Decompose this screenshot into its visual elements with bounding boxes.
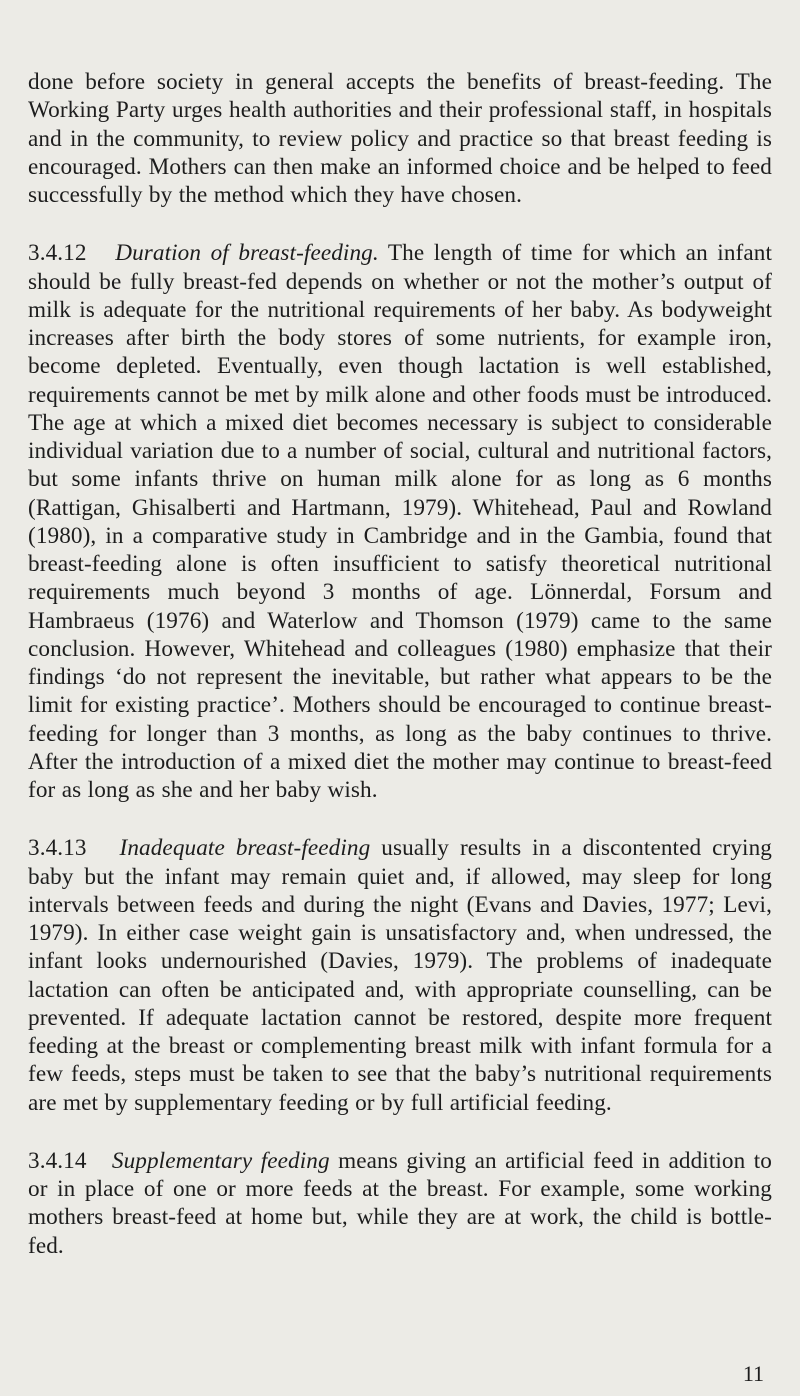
paragraph-continuation (28, 68, 772, 209)
section-number: 3.4.12 (28, 240, 87, 267)
document-page (28, 68, 772, 1260)
page-number: 11 (742, 1361, 764, 1386)
section-number: 3.4.13 (28, 835, 87, 862)
paragraph-text: means giving an artificial feed in addition to or in place of one or more feeds at the breast. For example, some working mothers breast-feed at home but, while they are at work, the child is bottle-fed. (28, 1147, 772, 1259)
paragraph-text: usually results in a discontented crying baby but the infant may remain quiet and, if allowed, may sleep for long intervals between feeds and during the night (Evans and Davies, 1977; Levi, 1979). In either case weight gain is unsatisfactory and, when undressed, the infant looks undernourished (Davies, 1979). The problems of inadequate lactation can often be anticipated and, with appropriate counselling, can be prevented. If adequate lactation cannot be restored, despite more frequent feeding at the breast or complementing breast milk with infant formula for a few feeds, steps must be taken to see that the baby’s nutritional requirements are met by supplementary feeding or by full artificial feeding. (28, 835, 772, 1116)
paragraph-text: done before society in general accepts the benefits of breast-feeding. The Working Party urges health authorities and their professional staff, in hospitals and in the community, to review policy and practice so that breast feeding is encouraged. Mothers can then make an informed choice and be helped to feed successfully by the method which they have chosen. (28, 69, 772, 208)
section-number: 3.4.14 (28, 1147, 87, 1174)
paragraph-3-4-13 (28, 834, 772, 1117)
paragraph-3-4-14 (28, 1147, 772, 1260)
section-title: Duration of breast-feeding. (115, 240, 379, 267)
paragraph-text: The length of time for which an infant should be fully breast-fed depends on whether or not the mother’s output of milk is adequate for the nutritional requirements of her baby. As bodyweight increases after birth the body stores of some nutrients, for example iron, become depleted. Eventually, even though lactation is well established, requirements cannot be met by milk alone and other foods must be introduced. The age at which a mixed diet becomes necessary is subject to considerable individual variation due to a number of social, cultural and nutritional factors, but some infants thrive on human milk alone for as long as 6 months (Rattigan, Ghisalberti and Hartmann, 1979). Whitehead, Paul and Rowland (1980), in a comparative study in Cambridge and in the Gambia, found that breast-feeding alone is often insufficient to satisfy theoretical nutritional requirements much beyond 3 months of age. Lönnerdal, Forsum and Hambraeus (1976) and Waterlow and Thomson (1979) came to the same conclusion. However, Whitehead and colleagues (1980) emphasize that their findings ‘do not represent the inevitable, but rather what appears to be the limit for existing practice’. Mothers should be encouraged to continue breast-feeding for longer than 3 months, as long as the baby continues to thrive. After the introduction of a mixed diet the mother may continue to breast-feed for as long as she and her baby wish. (28, 240, 772, 803)
paragraph-3-4-12 (28, 239, 772, 804)
section-title: Supplementary feeding (111, 1147, 330, 1174)
section-title: Inadequate breast-feeding (119, 835, 371, 862)
